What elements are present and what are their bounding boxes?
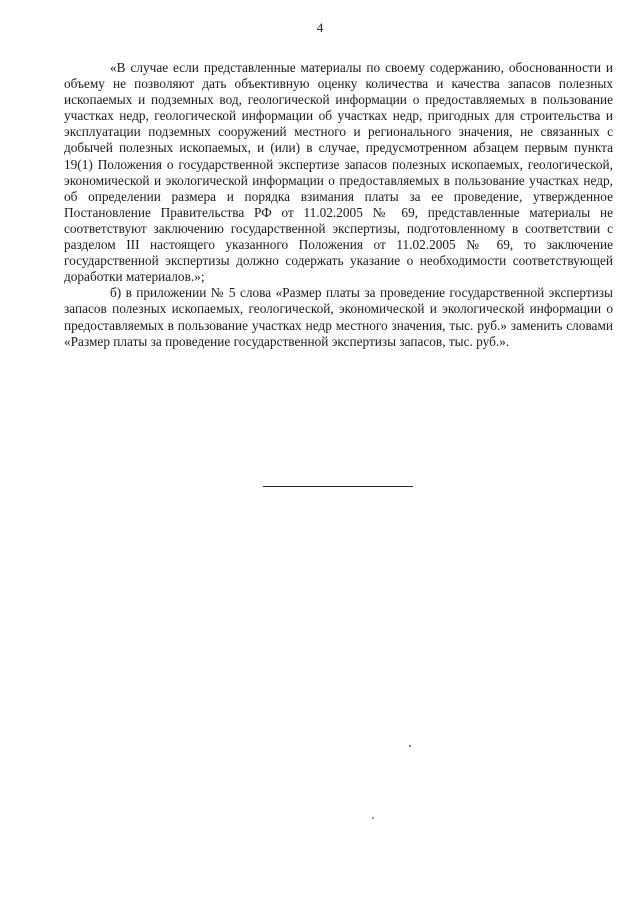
scan-artifact-dot <box>409 745 411 747</box>
scan-artifact-dot <box>372 817 374 819</box>
page-number: 4 <box>316 20 324 35</box>
paragraph-appendix-5-amendment: б) в приложении № 5 слова «Размер платы за проведение государственной экспертизы запасов полезных ископаемых, геологической, экономической и экологической информации о предоставляемых в пользование участках недр местного значения, тыс. руб.» заменить словами «Размер платы за проведение государственной экспертизы запасов, тыс. руб.». <box>64 285 613 349</box>
paragraph-expertise-conclusion: «В случае если представленные материалы по своему содержанию, обоснованности и объему не позволяют дать объективную оценку количества и качества запасов полезных ископаемых и подземных вод, геологической информации о предоставляемых в пользование участках недр, геологической информации об участках недр, пригодных для строительства и эксплуатации подземных сооружений местного и регионального значения, не связанных с добычей полезных ископаемых, и (или) в случае, предусмотренном абзацем первым пункта 19(1) Положения о государственной экспертизе запасов полезных ископаемых, геологической, экономической и экологической информации о предоставляемых в пользование участках недр, об определении размера и порядка взимания платы за ее проведение, утвержденное Постановление Правительства РФ от 11.02.2005 № 69, представленные материалы не соответствуют заключению государственной экспертизы, подготовленному в соответствии с разделом III настоящего указанного Положения от 11.02.2005 № 69, то заключение государственной экспертизы должно содержать указание о необходимости соответствующей доработки материалов.»; <box>64 60 613 285</box>
end-separator-line <box>263 486 413 487</box>
document-body <box>64 60 613 350</box>
